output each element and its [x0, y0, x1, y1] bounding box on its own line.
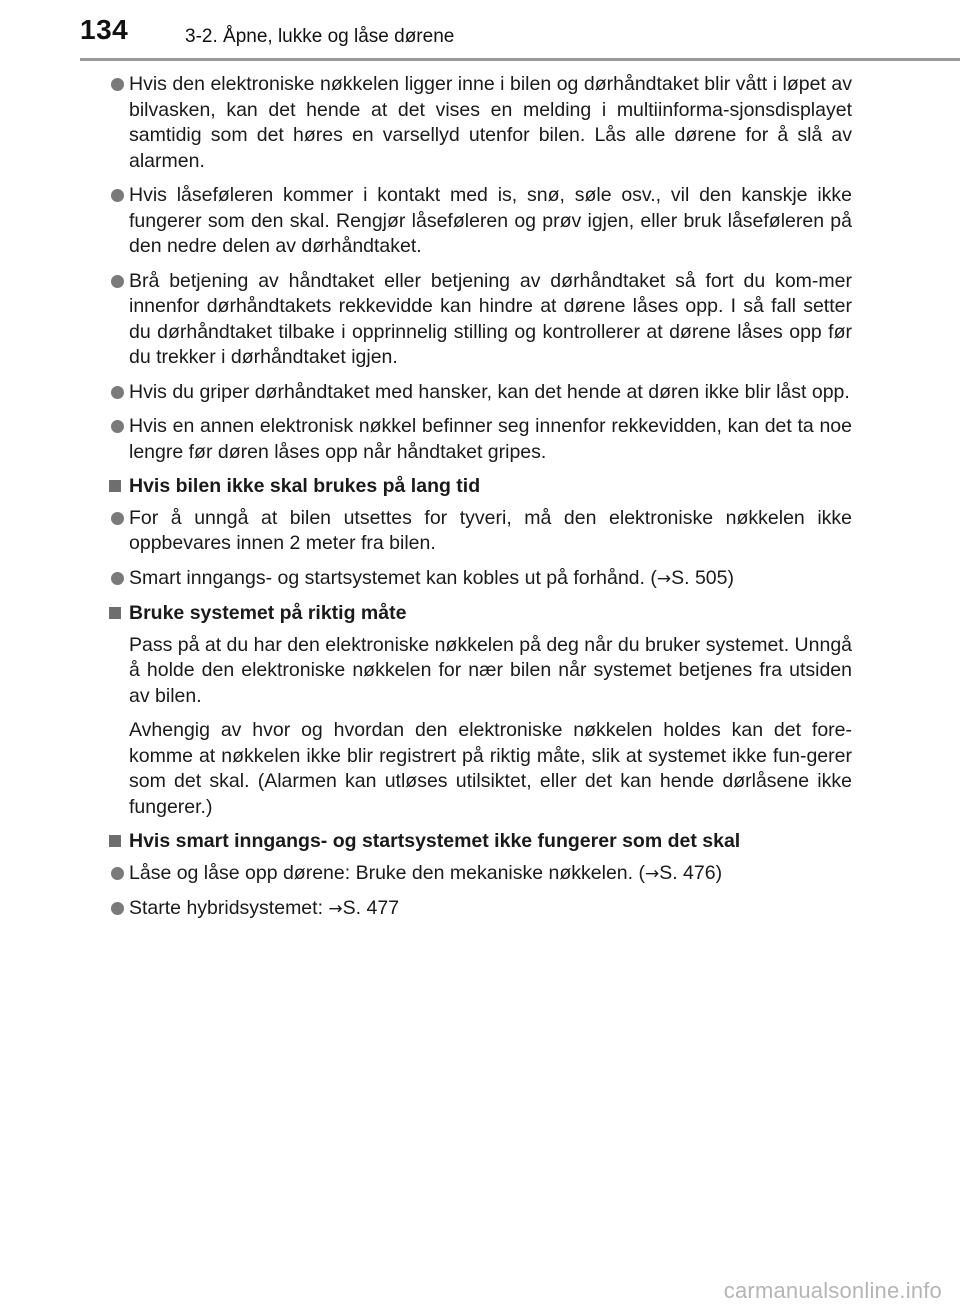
paragraph: Avhengig av hvor og hvordan den elektroniske nøkkelen holdes kan det fore-komme at nøkkelen ikke blir registrert på riktig måte, slik at systemet ikke fun-gerer som det skal. (Alarmen kan utløses utilsiktet, eller det kan hende dørlåsene ikke fungerer.): [129, 719, 852, 818]
section-square-icon: [109, 835, 121, 847]
page-reference: S. 477: [342, 897, 400, 919]
watermark-text: carmanualsonline.info: [723, 1278, 942, 1303]
list-item: [108, 506, 852, 557]
list-item-text: For å unngå at bilen utsettes for tyveri, må den elektroniske nøkkelen ikke oppbevares innen 2 meter fra bilen.: [129, 506, 852, 554]
page-header: [0, 0, 960, 62]
arrow-right-icon: →: [656, 568, 672, 589]
bullet-icon: [111, 386, 124, 399]
list-item: [108, 414, 852, 465]
section-heading-correct-use: [108, 601, 852, 627]
bullet-icon: [111, 572, 124, 585]
bullet-icon: [111, 512, 124, 525]
list-item: [108, 566, 852, 593]
bullet-icon: [111, 78, 124, 91]
bullet-icon: [111, 902, 124, 915]
list-item: [108, 72, 852, 174]
section-heading-not-working: [108, 829, 852, 855]
arrow-right-icon: →: [644, 863, 660, 884]
section-heading-text: Bruke systemet på riktig måte: [129, 602, 407, 624]
section-heading-text: Hvis bilen ikke skal brukes på lang tid: [129, 475, 481, 497]
list-item-text: Låse og låse opp dørene: Bruke den mekaniske nøkkelen. (: [129, 861, 645, 884]
page-number: 134: [80, 14, 129, 45]
list-item-text: Hvis den elektroniske nøkkelen ligger inne i bilen og dørhåndtaket blir vått i løpet av bilvasken, kan det hende at det vises en melding i multiinforma-sjonsdisplayet samtidig som det høres en varsellyd utenfor bilen. Lås alle dørene for å slå av alarmen.: [129, 73, 852, 172]
paragraph: Pass på at du har den elektroniske nøkkelen på deg når du bruker systemet. Unngå å holde den elektroniske nøkkelen for nær bilen når systemet betjenes fra utsiden av bilen.: [129, 633, 853, 707]
section-square-icon: [109, 607, 121, 619]
list-item-text: Hvis en annen elektronisk nøkkel befinner seg innenfor rekkevidden, kan det ta noe lengre før døren låses opp når håndtaket gripes.: [129, 415, 852, 463]
section-heading-text: Hvis smart inngangs- og startsystemet ikke fungerer som det skal: [129, 830, 741, 852]
chapter-title: 3-2. Åpne, lukke og låse dørene: [185, 26, 455, 47]
list-item: [108, 183, 852, 260]
bullet-icon: [111, 189, 124, 202]
page-reference: S. 476): [659, 861, 723, 884]
list-item: [108, 380, 852, 406]
list-item: [108, 896, 852, 923]
arrow-right-icon: →: [328, 899, 343, 919]
list-item-text: Smart inngangs- og startsystemet kan kobles ut på forhånd. (: [129, 566, 657, 589]
section-square-icon: [109, 480, 121, 492]
list-item: [108, 861, 852, 888]
list-item-text: Starte hybridsystemet:: [129, 897, 329, 919]
section-heading-long-term: [108, 474, 852, 500]
list-item-text: Hvis du griper dørhåndtaket med hansker, kan det hende at døren ikke blir låst opp.: [129, 380, 850, 403]
page-reference: S. 505): [671, 566, 734, 589]
list-item-text: Hvis låseføleren kommer i kontakt med is, snø, søle osv., vil den kanskje ikke fungerer som den skal. Rengjør låseføleren og prøv igjen, eller bruk låseføleren på den nedre delen av dørhåndtaket.: [129, 184, 852, 257]
bullet-icon: [111, 275, 124, 288]
list-item-text: Brå betjening av håndtaket eller betjening av dørhåndtaket så fort du kom-mer innenfor dørhåndtakets rekkevidde kan hindre at dørene låses opp. I så fall setter du dørhåndtaket tilbake i opprinnelig stilling og kontrollerer at dørene låses opp før du trekker i dørhåndtaket igjen.: [129, 269, 852, 368]
header-rule: [80, 58, 960, 61]
list-item: [108, 269, 852, 371]
page-content: [108, 72, 852, 932]
bullet-icon: [111, 867, 124, 880]
bullet-icon: [111, 420, 124, 433]
